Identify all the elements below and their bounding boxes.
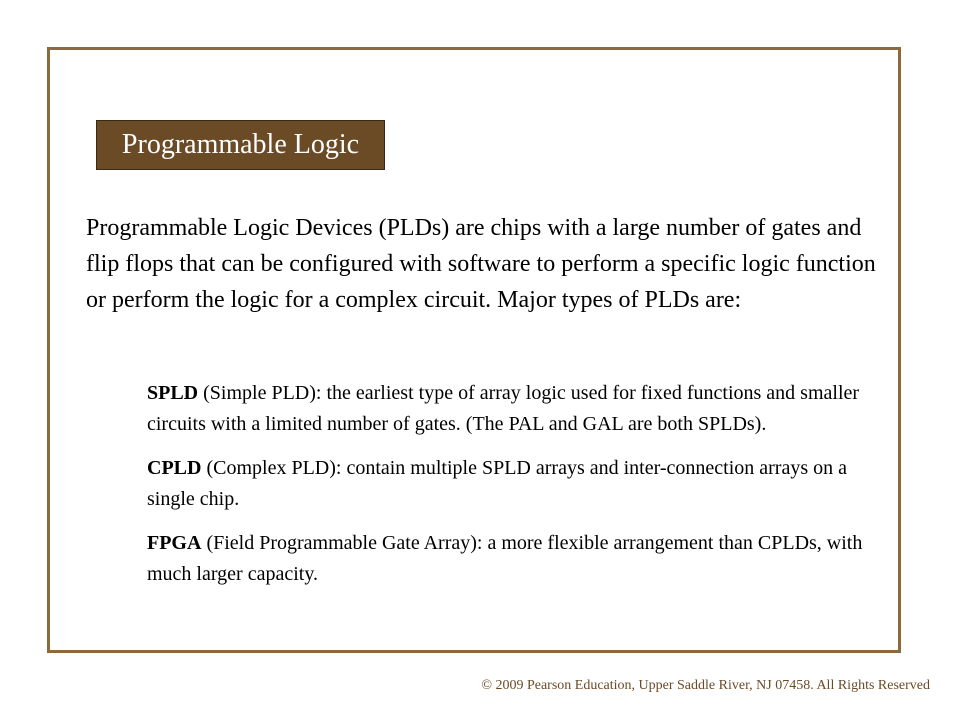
slide-title-box bbox=[96, 120, 385, 170]
description-cpld: (Complex PLD): contain multiple SPLD arrays and inter-connection arrays on a single chip. bbox=[147, 457, 847, 510]
term-cpld: CPLD bbox=[147, 457, 202, 479]
list-item-fpga bbox=[147, 528, 867, 590]
list-item-spld bbox=[147, 378, 867, 440]
slide-title: Programmable Logic bbox=[121, 129, 360, 160]
copyright-footer: © 2009 Pearson Education, Upper Saddle River, NJ 07458. All Rights Reserved bbox=[481, 678, 930, 693]
list-item-cpld bbox=[147, 453, 867, 515]
description-spld: (Simple PLD): the earliest type of array logic used for fixed functions and smaller circuits with a limited number of gates. (The PAL and GAL are both SPLDs). bbox=[147, 382, 860, 435]
term-spld: SPLD bbox=[147, 382, 199, 404]
term-fpga: FPGA bbox=[147, 532, 202, 554]
intro-paragraph: Programmable Logic Devices (PLDs) are chips with a large number of gates and flip flops that can be configured with software to perform a specific logic function or perform the logic for a complex circuit. Major types of PLDs are: bbox=[86, 215, 876, 313]
description-fpga: (Field Programmable Gate Array): a more flexible arrangement than CPLDs, with much larger capacity. bbox=[147, 532, 863, 585]
pld-type-list bbox=[147, 378, 867, 603]
